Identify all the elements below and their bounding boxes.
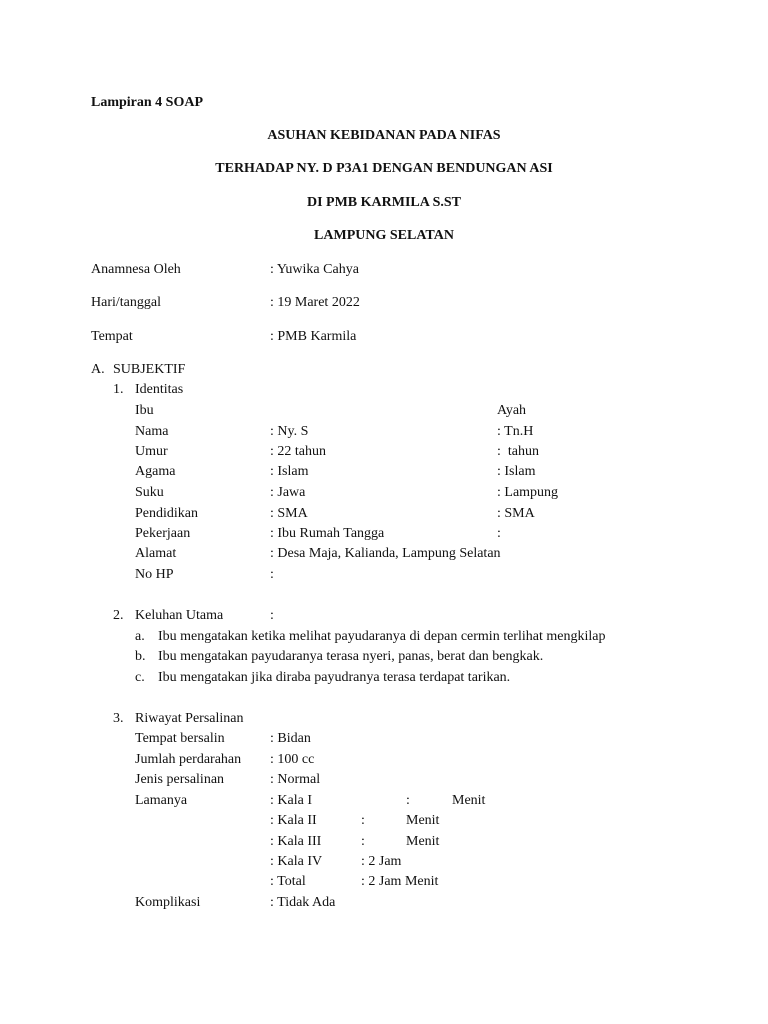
kala-4-value: : 2 Jam	[361, 854, 402, 869]
kala-1-label: : Kala I	[270, 793, 312, 808]
ibu-header: Ibu	[135, 403, 154, 418]
komplikasi-label: Komplikasi	[135, 895, 201, 910]
identitas-ibu-suku: : Jawa	[270, 485, 306, 500]
identitas-label-pekerjaan: Pekerjaan	[135, 526, 191, 541]
identitas-ibu-umur: : 22 tahun	[270, 444, 326, 459]
keluhan-marker-a: a.	[135, 629, 145, 644]
title-line-3: DI PMB KARMILA S.ST	[306, 195, 462, 210]
kala-1-colon: :	[406, 793, 410, 808]
keluhan-title: Keluhan Utama	[135, 608, 224, 623]
identitas-label-nama: Nama	[135, 424, 169, 439]
identitas-title: Identitas	[135, 382, 184, 397]
identitas-label-pendidikan: Pendidikan	[135, 506, 198, 521]
persalinan-title: Riwayat Persalinan	[135, 711, 244, 726]
persalinan-num: 3.	[113, 711, 124, 726]
title-line-2: TERHADAP NY. D P3A1 DENGAN BENDUNGAN ASI	[215, 161, 553, 176]
keluhan-marker-c: c.	[135, 670, 145, 685]
identitas-ayah-pekerjaan: :	[497, 526, 501, 541]
ayah-header: Ayah	[497, 403, 527, 418]
keluhan-marker-b: b.	[135, 649, 146, 664]
kala-1-value: Menit	[452, 793, 486, 808]
persalinan-label-lamanya: Lamanya	[135, 793, 188, 808]
keluhan-num: 2.	[113, 608, 124, 623]
title-line-4: LAMPUNG SELATAN	[314, 228, 454, 243]
identitas-label-nohp: No HP	[135, 567, 174, 582]
kala-2-value: Menit	[406, 813, 440, 828]
kala-2-colon: :	[361, 813, 365, 828]
identitas-label-umur: Umur	[135, 444, 168, 459]
kala-total-value: : 2 Jam Menit	[361, 874, 439, 889]
meta-label-tempat: Tempat	[91, 329, 133, 344]
identitas-ibu-pekerjaan: : Ibu Rumah Tangga	[270, 526, 385, 541]
meta-value-tempat: : PMB Karmila	[270, 329, 357, 344]
identitas-ayah-umur: : tahun	[497, 444, 539, 459]
section-a-marker: A.	[91, 362, 105, 377]
identitas-ayah-pendidikan: : SMA	[497, 506, 535, 521]
identitas-ayah-nama: : Tn.H	[497, 424, 534, 439]
persalinan-value-tempat: : Bidan	[270, 731, 311, 746]
identitas-label-agama: Agama	[135, 464, 176, 479]
kala-3-colon: :	[361, 834, 365, 849]
meta-value-tanggal: : 19 Maret 2022	[270, 295, 360, 310]
identitas-label-suku: Suku	[135, 485, 164, 500]
identitas-label-alamat: Alamat	[135, 546, 177, 561]
identitas-ibu-nama: : Ny. S	[270, 424, 309, 439]
meta-value-anamnesa: : Yuwika Cahya	[270, 262, 359, 277]
komplikasi-value: : Tidak Ada	[270, 895, 336, 910]
meta-label-tanggal: Hari/tanggal	[91, 295, 161, 310]
identitas-ayah-agama: : Islam	[497, 464, 536, 479]
section-a-title: SUBJEKTIF	[113, 362, 186, 377]
lampiran-label: Lampiran 4 SOAP	[91, 95, 204, 110]
identitas-ayah-suku: : Lampung	[497, 485, 559, 500]
identitas-ibu-alamat: : Desa Maja, Kalianda, Lampung Selatan	[270, 546, 501, 561]
persalinan-value-jenis: : Normal	[270, 772, 321, 787]
keluhan-item-b: Ibu mengatakan payudaranya terasa nyeri, panas, berat dan bengkak.	[158, 649, 544, 664]
identitas-num: 1.	[113, 382, 124, 397]
persalinan-label-tempat: Tempat bersalin	[135, 731, 225, 746]
identitas-ibu-nohp: :	[270, 567, 274, 582]
persalinan-label-perdarahan: Jumlah perdarahan	[135, 752, 242, 767]
kala-3-value: Menit	[406, 834, 440, 849]
kala-total-label: : Total	[270, 874, 306, 889]
title-line-1: ASUHAN KEBIDANAN PADA NIFAS	[267, 128, 501, 143]
kala-3-label: : Kala III	[270, 834, 322, 849]
keluhan-item-a: Ibu mengatakan ketika melihat payudaranya di depan cermin terlihat mengkilap	[158, 629, 606, 644]
meta-label-anamnesa: Anamnesa Oleh	[91, 262, 181, 277]
kala-4-label: : Kala IV	[270, 854, 323, 869]
persalinan-value-perdarahan: : 100 cc	[270, 752, 315, 767]
kala-2-label: : Kala II	[270, 813, 317, 828]
keluhan-item-c: Ibu mengatakan jika diraba payudranya terasa terdapat tarikan.	[158, 670, 511, 685]
identitas-ibu-agama: : Islam	[270, 464, 309, 479]
keluhan-colon: :	[270, 608, 274, 623]
identitas-ibu-pendidikan: : SMA	[270, 506, 308, 521]
persalinan-label-jenis: Jenis persalinan	[135, 772, 225, 787]
